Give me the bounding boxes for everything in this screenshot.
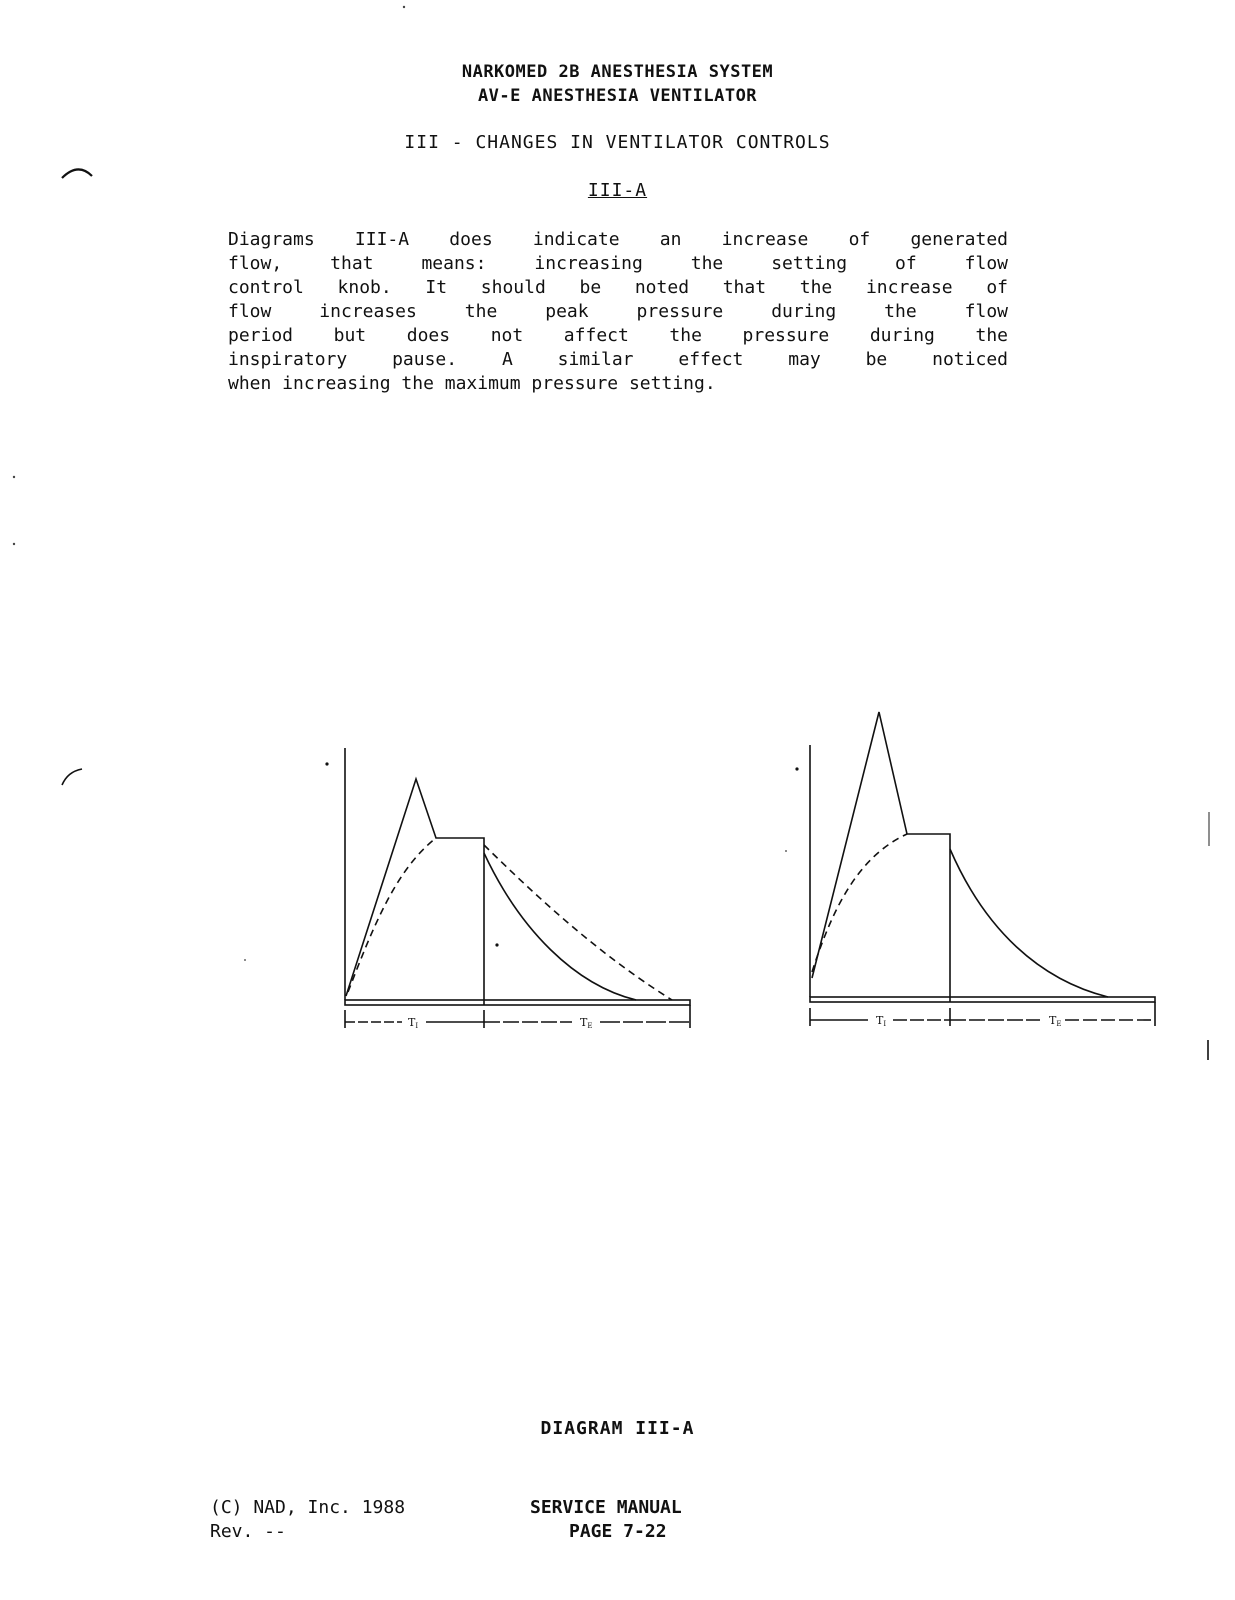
body-line: when increasing the maximum pressure setting. (228, 373, 716, 394)
diagram-caption: DIAGRAM III-A (540, 1418, 695, 1439)
header-title-line1: NARKOMED 2B ANESTHESIA SYSTEM (461, 62, 774, 82)
header-title-line2: AV-E ANESTHESIA VENTILATOR (477, 86, 758, 106)
right-solid-decay-curve (950, 849, 1108, 997)
footer-page-number: PAGE 7-22 (569, 1521, 667, 1542)
right-axis-mark (795, 767, 798, 770)
left-baseline (345, 1000, 690, 1005)
footer-revision: Rev. -- (210, 1521, 286, 1542)
left-solid-pressure-curve (346, 779, 484, 1005)
scan-mark (785, 850, 787, 852)
left-solid-decay-curve (484, 853, 636, 1000)
right-solid-pressure-curve (812, 712, 950, 1002)
right-baseline (810, 997, 1155, 1002)
right-t2-label: TE (1049, 1014, 1062, 1028)
section-title: III - CHANGES IN VENTILATOR CONTROLS (404, 132, 831, 153)
scan-mark (244, 959, 246, 961)
scan-mark (13, 476, 15, 478)
right-pressure-diagram (795, 712, 1155, 1026)
scan-mark (13, 543, 15, 545)
body-line: flow, that means: increasing the setting of flow (228, 253, 1008, 274)
right-t1-label: TI (876, 1014, 887, 1028)
body-line: flow increases the peak pressure during the flow (228, 301, 1008, 322)
subsection-title: III-A (587, 180, 648, 201)
body-line: period but does not affect the pressure during the (228, 325, 1008, 346)
scan-mark (62, 769, 82, 785)
scan-mark (62, 169, 92, 178)
left-speck (495, 943, 498, 946)
right-dashed-rise-curve (812, 834, 907, 972)
left-dashed-rise-curve (348, 838, 436, 992)
left-t1-label: TI (408, 1016, 419, 1030)
left-pressure-diagram (325, 748, 690, 1028)
body-line: control knob. It should be noted that the increase of (228, 277, 1008, 298)
body-line: inspiratory pause. A similar effect may be noticed (228, 349, 1008, 370)
left-axis-mark (325, 762, 328, 765)
footer-copyright: (C) NAD, Inc. 1988 (210, 1497, 406, 1518)
left-t2-label: TE (580, 1016, 593, 1030)
scan-mark (403, 6, 405, 8)
footer-manual-title: SERVICE MANUAL (530, 1497, 682, 1518)
left-dashed-decay-curve (484, 845, 672, 1000)
body-line: Diagrams III-A does indicate an increase of generated (228, 229, 1008, 250)
